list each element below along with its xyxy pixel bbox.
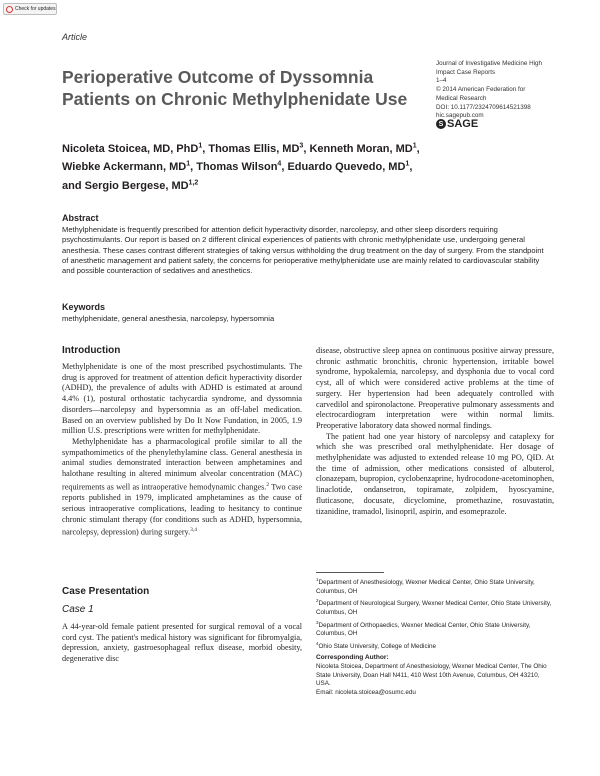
corresponding-address: Nicoleta Stoicea, Department of Anesthesiology, Wexner Medical Center, The Ohio State University, Doan Hall N411, 410 West 10th Avenue, Columbus, OH 43210, USA.: [316, 663, 547, 688]
doi[interactable]: DOI: 10.1177/2324709614521398: [436, 103, 531, 111]
sage-logo-icon: S: [436, 119, 446, 129]
author: Eduardo Quevedo, $MD^1$, and: [62, 160, 413, 192]
case-presentation-heading: Case Presentation: [62, 586, 150, 597]
paragraph: A 44-year-old female patient presented for surgical removal of a vocal cord cyst. The patient's medical history was significant for fibromyalgia, depression, anxiety, gastroesophageal reflux disease, morbid obesity, degenerative disc: [62, 622, 302, 664]
abstract-heading: Abstract: [62, 213, 99, 223]
affiliations: [316, 576, 554, 653]
affiliation: $^3$Department of Orthopaedics, Wexner Medical Center, Ohio State University, Columbus, OH: [316, 619, 531, 638]
journal-name-line: Impact Case Reports: [436, 68, 496, 76]
updates-icon: [6, 6, 13, 13]
author: Nicoleta Stoicea, MD, PhD$^1$,: [62, 142, 209, 155]
journal-info: [436, 60, 566, 121]
keywords-text: methylphenidate, general anesthesia, narcolepsy, hypersomnia: [62, 314, 275, 323]
author: Sergio Bergese, MD$^{1,2}$: [84, 179, 199, 192]
keywords-heading: Keywords: [62, 302, 106, 312]
author: Wiebke Ackermann, $MD^1$,: [62, 160, 197, 174]
case-1-subheading: Case 1: [62, 604, 94, 615]
abstract-text: Methylphenidate is frequently prescribed for attention deficit hyperactivity disorder, narcolepsy, and other sleep disorders requiring psychostimulants. Our report is based on 2 different clinical experiences of patients with chronic methylphenidate use, undergoing general anesthesia. These cases contrast different strategies of taking versus withholding the drug treatment on the day of surgery. From the standpoint of anesthetic management and patient safety, the concerns for perioperative methylphenidate use are mainly related to cardiovascular stability and possible counteraction of sedatives and anesthetics.: [62, 225, 544, 276]
introduction-heading: Introduction: [62, 345, 121, 356]
author-list: [62, 138, 422, 194]
case-1-body: [62, 622, 302, 665]
copyright-line: © 2014 American Federation for: [436, 86, 526, 94]
author: Kenneth Moran, $MD^1$,: [309, 142, 420, 155]
journal-name-line: Journal of Investigative Medicine High: [436, 60, 543, 67]
check-for-updates-label: Check for updates: [15, 6, 56, 12]
affiliation: $^4$Ohio State University, College of Medicine: [316, 640, 436, 650]
check-for-updates-badge[interactable]: [3, 3, 57, 15]
author: Thomas Wilson$^4$,: [196, 160, 288, 174]
corresponding-email[interactable]: Email: nicoleta.stoicea@osumc.edu: [316, 688, 416, 696]
journal-url[interactable]: hic.sagepub.com: [436, 112, 484, 120]
corresponding-author-details: [316, 663, 554, 697]
page-range: 1–4: [436, 77, 447, 85]
copyright-line: Medical Research: [436, 94, 487, 102]
publisher-name: SAGE: [447, 118, 479, 130]
article-type-label: Article: [62, 32, 88, 42]
publisher-logo: [436, 118, 478, 130]
paper-title: Perioperative Outcome of Dyssomnia Patients on Chronic Methylphenidate Use: [62, 67, 408, 109]
right-column-body: [316, 346, 554, 517]
paragraph: Methylphenidate is one of the most prescribed psychostimulants. The drug is approved for treatment of attention deficit hyperactivity disorder (ADHD), the prevalence of adults with ADHD is estimated at around 4.4% (1), postural orthostatic tachycardia syndrome, and dyssomnia disorders—narcolepsy and hypersomnia as an off-label medication. Based on an overview published by Do It Now Fundation, in 2005, 1.9 million U.S. prescriptions were written for methylphenidate.: [62, 362, 302, 436]
affiliation: $^1$Department of Anesthesiology, Wexner Medical Center, Ohio State University, Columbus, OH: [316, 577, 535, 595]
paragraph: Methylphenidate has a pharmacological profile similar to all the sympathomimetics of the phenylethylamine class. General anesthesia in animal studies demonstrated interaction between amphetamines and halothane resulting in altered minimum alveolar concentration (MAC) requirements as well as intraoperative hemodynamic changes.$^2$ Two case reports published in 1979, implicated amphetamines as the cause of serious intraoperative complications, leading to hesitancy to continue chronic stimulant therapy (for conditions such as ADHD, hypersomnia, narcolepsy, depression) during surgery.$^{3,4}$: [62, 436, 302, 538]
paragraph: disease, obstructive sleep apnea on continuous positive airway pressure, chronic asthmatic bronchitis, chronic hypertension, irritable bowel syndrome, hypokalemia, narcolepsy, and dysphonia due to vocal cord cyst, all of which were considered active problems at the time of surgery. Her hypertension had been adequately controlled with carvedilol and spironolactone. Preoperative pulmonary assessments and electrocardiogram interpretation were within normal limits. Preoperative laboratory data showed normal findings.: [316, 346, 554, 430]
affiliation: $^2$Department of Neurological Surgery, Wexner Medical Center, Ohio State University, Columbus, OH: [316, 598, 552, 616]
paragraph: The patient had one year history of narcolepsy and cataplexy for which she was prescribed oral methylphenidate. Her dosage of methylphenidate was adjusted to extended release 10 mg PO, QID. At the time of admission, other medications consisted of albuterol, clonazepam, bupropion, cyclobenzaprine, hydrocodone-acetominophen, linaclotide, ondansetron, topiramate, zolpidem, hyoscyamine, fluticasone, docusate, dicyclomine, promethazine, rosuvastatin, tizanidine, tramadol, lisinopril, aspirin, and esomeprazole.: [316, 431, 554, 516]
corresponding-author-heading: Corresponding Author:: [316, 654, 389, 661]
footnote-divider: [316, 572, 384, 573]
author: Thomas Ellis, $MD^3$,: [208, 142, 310, 155]
introduction-body: [62, 362, 302, 539]
